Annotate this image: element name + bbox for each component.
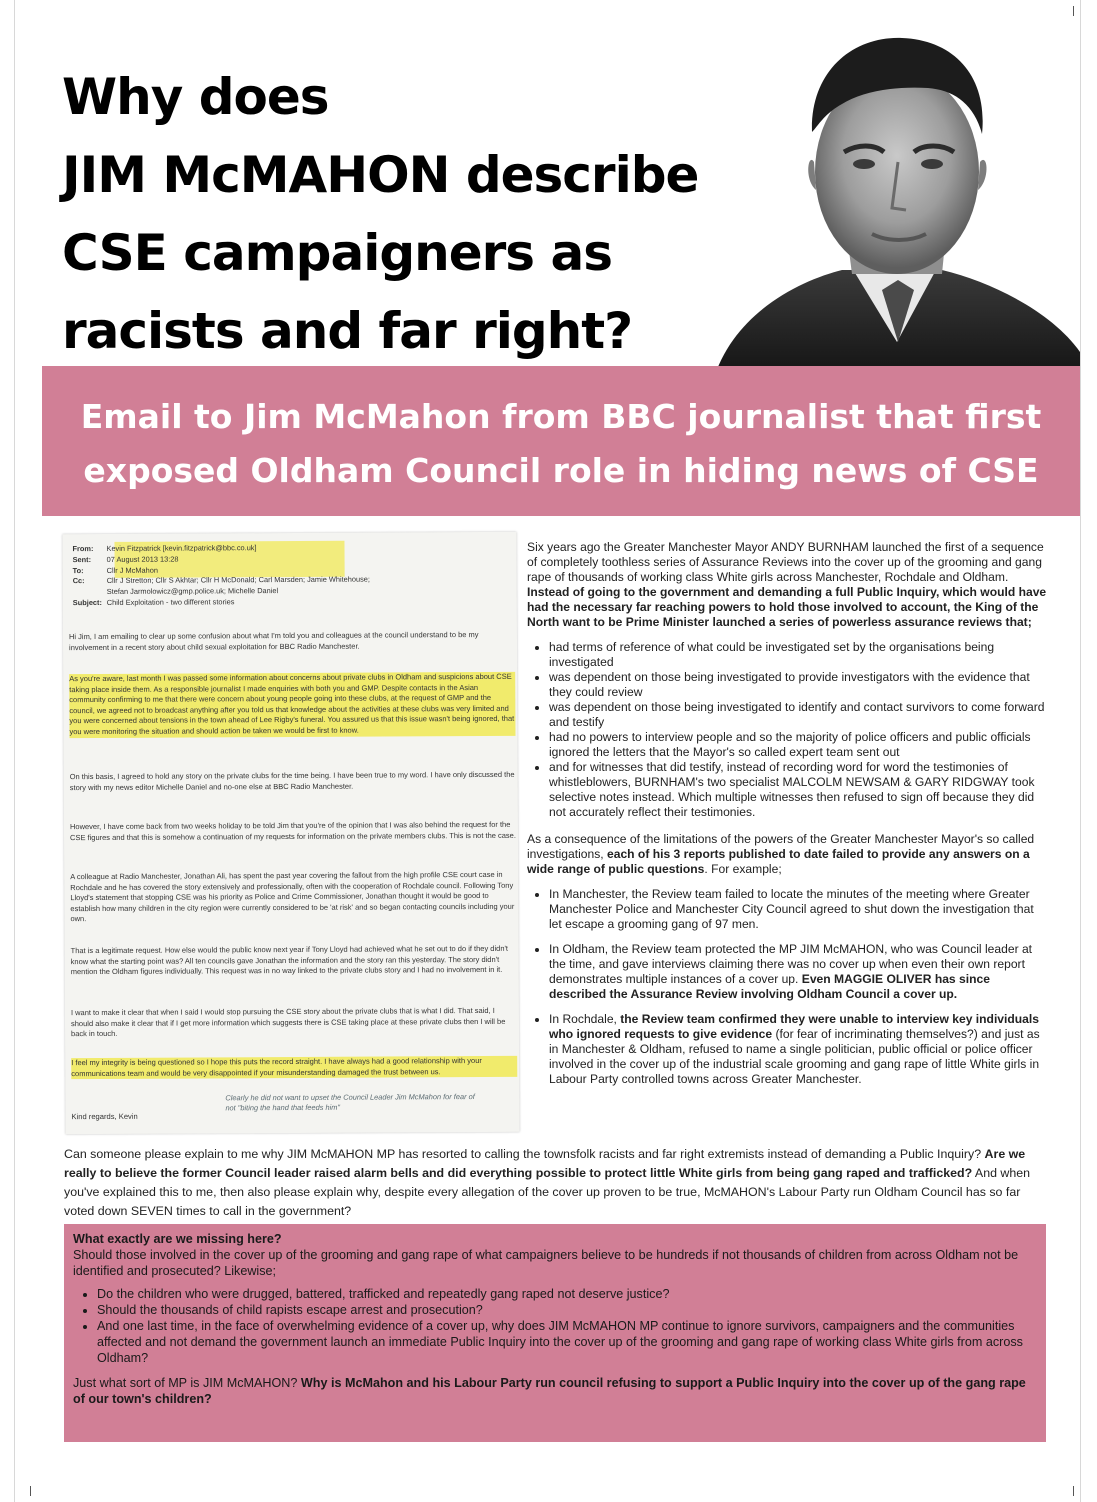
missing-box-heading-text: What exactly are we missing here? bbox=[73, 1232, 282, 1246]
intro-paragraph bbox=[527, 540, 1047, 630]
article-right-column bbox=[527, 540, 1047, 1099]
email-paragraph: A colleague at Radio Manchester, Jonathan Ali, has spent the past year covering the fallout from the high profile CSE court case in Rochdale and he has covered the story extensively and professionally, often with the cooperation of Rochdale council. Following Tony Lloyd's statement that stopping CSE was his priority as Police and Crime Commissioner, Jonathan thought it would be good to establish how many children in the city region were currently considered to be 'at risk' and so began contacting councils including your own. bbox=[70, 869, 515, 924]
example-oldham-text: In Oldham, the Review team protected the MP JIM McMAHON, who was Council leader at the time, and gave interviews claiming there was no cover up when even their own report demonstrates multiple instances of a cover up. bbox=[549, 942, 1033, 986]
banner-line: exposed Oldham Council role in hiding news of CSE bbox=[83, 451, 1039, 490]
intro-text: Six years ago the Greater Manchester Mayor ANDY BURNHAM launched the first of a sequence of completely toothless series of Assurance Reviews into the cover up of the grooming and gang rape of thousands of working class White girls across Manchester, Rochdale and Oldham. bbox=[527, 540, 1044, 584]
list-item: • was dependent on those being investigated to identify and contact survivors to come forward and testify bbox=[549, 700, 1047, 730]
email-paragraph-highlighted: I feel my integrity is being questioned so I hope this puts the record straight. I have always had a good relationship with your communications team and would be very disappointed if your misunderstanding damaged the trust between us. bbox=[71, 1056, 517, 1080]
banner bbox=[42, 366, 1080, 516]
email-cc: Cllr J Stretton; Cllr S Akhtar; Cllr H McDonald; Carl Marsden; Jamie Whitehouse; bbox=[106, 574, 370, 586]
missing-box-heading bbox=[73, 1232, 1038, 1248]
list-item: • And one last time, in the face of overwhelming evidence of a cover up, why does JIM McMAHON MP continue to ignore survivors, campaigners and the communities affected and not demand the government launch an immediate Public Inquiry into the cover up of the grooming and gang rape of working class White girls from across Oldham? bbox=[97, 1319, 1038, 1366]
email-paragraph: That is a legitimate request. How else would the public know next year if Tony Lloyd had achieved what he set out to do if they didn't know what the starting point was? All ten councils gave Jonathan the information and the story ran this yesterday. The story didn't mention the Oldham figures individually. This request was in no way linked to the private clubs story and I had no involvement in it. bbox=[70, 943, 509, 977]
closing-paragraph bbox=[64, 1145, 1046, 1221]
list-item: • and for witnesses that did testify, instead of recording word for word the testimonies of whistleblowers, BURNHAM's two specialist MALCOLM NEWSAM & GARY RIDGWAY took selective notes instead. Which multiple witnesses then refused to sign off because they did not accurately reflect their testimonies. bbox=[549, 760, 1047, 820]
missing-box-final bbox=[73, 1376, 1038, 1408]
handwritten-note: Clearly he did not want to upset the Council Leader Jim McMahon for fear of not "biting the hand that feeds him" bbox=[225, 1092, 475, 1113]
email-subject-label: Subject: bbox=[72, 597, 102, 608]
questions-list bbox=[73, 1287, 1038, 1366]
list-item: • had no powers to interview people and so the majority of police officers and public officials ignored the letters that the Mayor's so called expert team sent out bbox=[549, 730, 1047, 760]
closing-bold-text: Are we really to believe the former Council leader raised alarm bells and did everything possible to protect little White girls from being gang raped and trafficked? bbox=[64, 1147, 1026, 1180]
list-item: • Should the thousands of child rapists escape arrest and prosecution? bbox=[97, 1303, 1038, 1319]
closing-text: Can someone please explain to me why JIM McMAHON MP has resorted to calling the townsfolk racists and far right extremists instead of demanding a Public Inquiry? bbox=[64, 1147, 985, 1161]
list-item: • was dependent on those being investigated to provide investigators with the evidence that they could review bbox=[549, 670, 1047, 700]
email-to-label: To: bbox=[72, 565, 84, 575]
final-text: Just what sort of MP is JIM McMAHON? bbox=[73, 1376, 301, 1391]
missing-box-content bbox=[73, 1232, 1038, 1408]
headline-line: racists and far right? bbox=[62, 302, 633, 360]
email-sent: 07 August 2013 13:28 bbox=[106, 554, 179, 564]
email-to: Cllr J McMahon bbox=[106, 565, 158, 575]
email-scan bbox=[62, 532, 519, 1134]
closing-text-end: And when you've explained this to me, then also please explain why, despite every allegation of the cover up proven to be true, McMAHON's Labour Party run Oldham Council has so far voted down SEVEN times to call in the government? bbox=[64, 1166, 1031, 1218]
example-oldham-bold: Even MAGGIE OLIVER has since described the Assurance Review involving Oldham Council a cover up. bbox=[549, 972, 990, 1001]
headline-line: JIM McMAHON describe bbox=[62, 146, 699, 204]
consequence-text: As a consequence of the limitations of the powers of the Greater Manchester Mayor's so called investigations, bbox=[527, 832, 1035, 861]
email-cc-row bbox=[72, 574, 370, 587]
email-paragraph: I want to make it clear that when I said I would stop pursuing the CSE story about the private clubs that is what I did. That said, I should also make it clear that if I get more information which suggests there is CSE taking place at these private clubs then I will be back in touch. bbox=[70, 1005, 506, 1039]
example-rochdale-bold: the Review team confirmed they were unable to interview key individuals who ignored requests to give evidence bbox=[549, 1012, 1039, 1041]
example-oldham bbox=[549, 942, 1047, 1002]
banner-line: Email to Jim McMahon from BBC journalist that first bbox=[80, 397, 1042, 436]
consequence-paragraph bbox=[527, 832, 1047, 877]
list-item: • had terms of reference of what could be investigated set by the organisations being investigated bbox=[549, 640, 1047, 670]
email-subject-row bbox=[73, 597, 343, 609]
headline-line: CSE campaigners as bbox=[62, 224, 612, 282]
examples-list bbox=[527, 887, 1047, 1087]
example-rochdale-text: In Rochdale, bbox=[549, 1012, 621, 1026]
headline-line: Why does bbox=[62, 68, 329, 126]
email-cc-label: Cc: bbox=[72, 576, 85, 586]
consequence-text-end: . For example; bbox=[704, 862, 782, 876]
email-from: Kevin Fitzpatrick [kevin.fitzpatrick@bbc.co.uk] bbox=[106, 543, 257, 553]
email-paragraph: Hi Jim, I am emailing to clear up some confusion about what I'm told you and colleagues at the council understand to be my involvement in a recent story about child sexual exploitation for BBC Radio Manchester. bbox=[68, 630, 479, 652]
banner-heading bbox=[42, 390, 1080, 498]
email-cc-2: Stefan Jarmolowicz@gmp.police.uk; Michelle Daniel bbox=[106, 586, 279, 597]
final-bold-text: Why is McMahon and his Labour Party run council refusing to support a Public Inquiry into the cover up of the gang rape of our town's children? bbox=[73, 1376, 1026, 1407]
crop-mark bbox=[30, 1486, 31, 1496]
email-paragraph-highlighted: As you're aware, last month I was passed some information about concerns about private clubs in Oldham and suspicions about CSE taking place inside them. As a responsible journalist I made enquiries with both you and GMP. Despite contacts in the Asian community confirming to me that there were concern about young people going into these clubs, at the request of GMP and the council, we agreed not to broadcast anything after you told us that knowledge about the activities at these clubs was very limited and you were concerned about tensions in the town ahead of Lee Rigby's funeral. You assured us that this issue wasn't being ignored, that you were monitoring the situation and should action be taken we would be first to know. bbox=[69, 671, 515, 737]
page-edge-right bbox=[1080, 0, 1081, 1502]
email-subject: Child Exploitation - two different stories bbox=[106, 597, 235, 607]
missing-box-intro: Should those involved in the cover up of the grooming and gang rape of what campaigners believe to be hundreds if not thousands of children from across Oldham not be identified and prosecuted? Likewise; bbox=[73, 1247, 1019, 1278]
list-item: • Do the children who were drugged, battered, trafficked and repeatedly gang raped not deserve justice? bbox=[97, 1287, 1038, 1303]
email-paragraph: On this basis, I agreed to hold any story on the private clubs for the time being. I have been true to my word. I have only discussed the story with my news editor Michelle Daniel and no-one else at BBC Radio Manchester. bbox=[69, 769, 515, 792]
headline bbox=[62, 58, 762, 370]
example-manchester: • In Manchester, the Review team failed to locate the minutes of the meeting where Greater Manchester Police and Manchester City Council agreed to shut down the investigation that let escape a grooming gang of 97 men. bbox=[549, 887, 1047, 932]
example-rochdale bbox=[549, 1012, 1047, 1087]
portrait-photo bbox=[692, 12, 1080, 384]
reviews-list bbox=[527, 640, 1047, 820]
intro-bold-text: Instead of going to the government and demanding a full Public Inquiry, which would have had the necessary far reaching powers to hold those involved to account, the King of the North want to be Prime Minister launched a series of powerless assurance reviews that; bbox=[527, 585, 1047, 629]
consequence-bold-text: each of his 3 reports published to date failed to provide any answers on a wide range of public questions bbox=[527, 847, 1030, 876]
email-sent-label: Sent: bbox=[72, 554, 92, 564]
email-signoff: Kind regards, Kevin bbox=[71, 1111, 138, 1122]
crop-mark bbox=[1073, 1486, 1074, 1496]
page-edge-left bbox=[14, 0, 15, 1502]
missing-box bbox=[64, 1224, 1046, 1442]
email-from-label: From: bbox=[72, 544, 94, 554]
email-paragraph: However, I have come back from two weeks holiday to be told Jim that you're of the opinion that I was also behind the request for the CSE figures and that this is somehow a continuation of my requests for information on the private members clubs. This is not the case. bbox=[69, 819, 516, 842]
example-rochdale-text-end: (for fear of incriminating themselves?) and just as in Manchester & Oldham, refused to name a single politician, public official or police officer involved in the cover up of the industrial scale grooming and gang rape of little White girls in Labour Party controlled towns across Greater Manchester. bbox=[549, 1027, 1040, 1086]
man-portrait-illustration bbox=[692, 12, 1080, 384]
